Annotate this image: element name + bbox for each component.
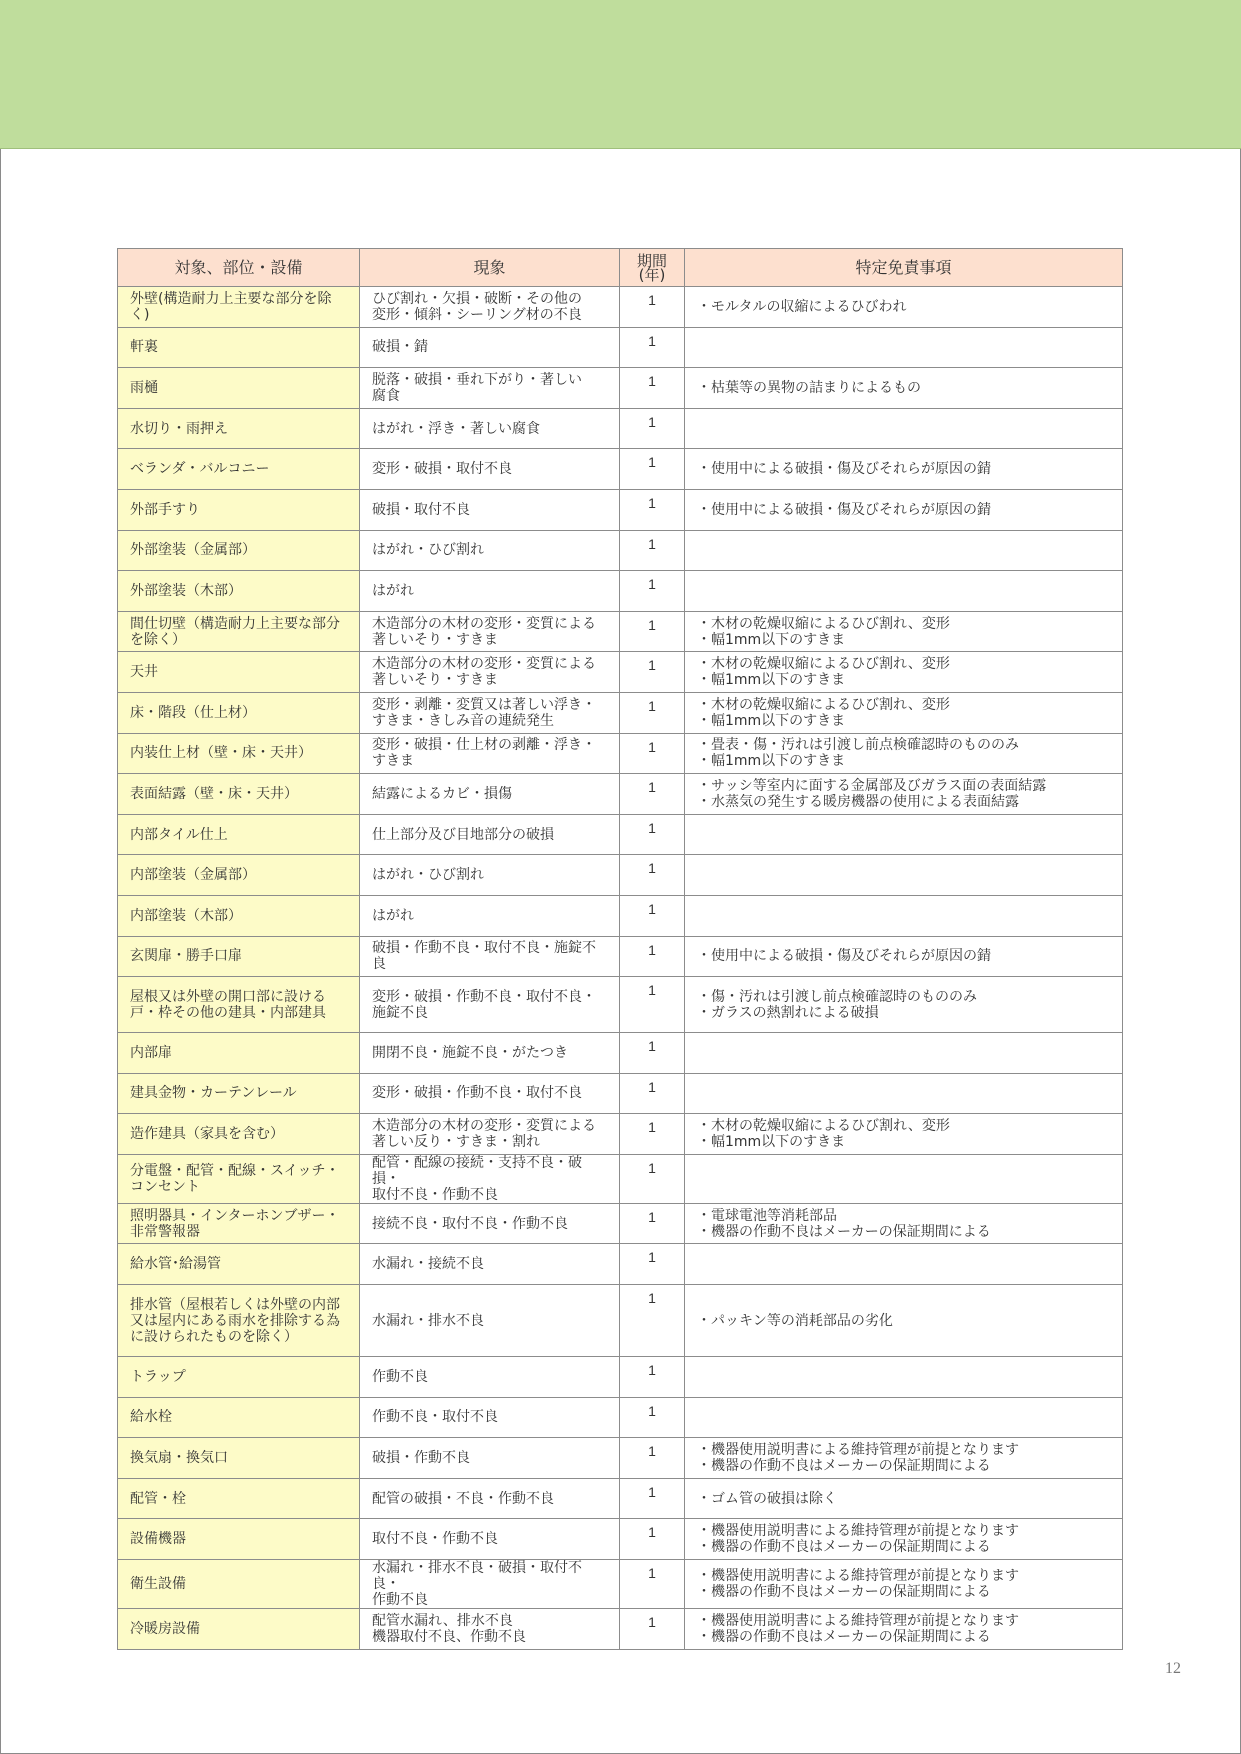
header-exclusions: 特定免責事項 [685, 249, 1123, 287]
cell-exclusions [685, 814, 1123, 855]
cell-phenomenon: 配管水漏れ、排水不良 機器取付不良、作動不良 [360, 1609, 620, 1650]
table-row [118, 1519, 1123, 1560]
table-row [118, 1560, 1123, 1609]
cell-phenomenon: 変形・破損・作動不良・取付不良 [360, 1073, 620, 1114]
cell-period: 1 [620, 692, 685, 733]
cell-period: 1 [620, 1478, 685, 1519]
cell-period: 1 [620, 855, 685, 896]
cell-target: 造作建具（家具を含む） [118, 1114, 360, 1155]
cell-phenomenon: 木造部分の木材の変形・変質による 著しいそり・すきま [360, 611, 620, 652]
cell-period: 1 [620, 449, 685, 490]
table-row [118, 571, 1123, 612]
header-phenomenon: 現象 [360, 249, 620, 287]
cell-phenomenon: 木造部分の木材の変形・変質による 著しい反り・すきま・割れ [360, 1114, 620, 1155]
cell-period: 1 [620, 287, 685, 328]
cell-target: 天井 [118, 652, 360, 693]
cell-phenomenon: 水漏れ・接続不良 [360, 1244, 620, 1285]
cell-exclusions: ・機器使用説明書による維持管理が前提となります ・機器の作動不良はメーカーの保証期間による [685, 1519, 1123, 1560]
cell-target: トラップ [118, 1357, 360, 1398]
cell-period: 1 [620, 1073, 685, 1114]
table-row [118, 1203, 1123, 1244]
table-row [118, 1357, 1123, 1398]
cell-phenomenon: 変形・破損・作動不良・取付不良・ 施錠不良 [360, 977, 620, 1033]
cell-exclusions [685, 571, 1123, 612]
cell-period: 1 [620, 733, 685, 774]
cell-phenomenon: 結露によるカビ・損傷 [360, 774, 620, 815]
cell-exclusions: ・モルタルの収縮によるひびわれ [685, 287, 1123, 328]
cell-target: 換気扇・換気口 [118, 1438, 360, 1479]
table-header-row [118, 249, 1123, 287]
cell-phenomenon: 破損・作動不良・取付不良・施錠不良 [360, 936, 620, 977]
cell-target: 外部手すり [118, 489, 360, 530]
cell-period: 1 [620, 611, 685, 652]
top-color-band [0, 0, 1241, 149]
cell-period: 1 [620, 327, 685, 368]
cell-exclusions: ・枯葉等の異物の詰まりによるもの [685, 368, 1123, 409]
cell-phenomenon: 脱落・破損・垂れ下がり・著しい 腐食 [360, 368, 620, 409]
cell-exclusions [685, 855, 1123, 896]
cell-period: 1 [620, 1560, 685, 1609]
warranty-table [117, 248, 1123, 1650]
cell-target: 分電盤・配管・配線・スイッチ・ コンセント [118, 1154, 360, 1203]
table-row [118, 1244, 1123, 1285]
cell-exclusions: ・使用中による破損・傷及びそれらが原因の錆 [685, 449, 1123, 490]
cell-phenomenon: ひび割れ・欠損・破断・その他の 変形・傾斜・シーリング材の不良 [360, 287, 620, 328]
table-row [118, 774, 1123, 815]
cell-phenomenon: 変形・剥離・変質又は著しい浮き・ すきま・きしみ音の連続発生 [360, 692, 620, 733]
cell-target: 屋根又は外壁の開口部に設ける 戸・枠その他の建具・内部建具 [118, 977, 360, 1033]
cell-period: 1 [620, 977, 685, 1033]
cell-target: ベランダ・バルコニー [118, 449, 360, 490]
cell-exclusions: ・機器使用説明書による維持管理が前提となります ・機器の作動不良はメーカーの保証期間による [685, 1560, 1123, 1609]
cell-phenomenon: 作動不良・取付不良 [360, 1397, 620, 1438]
page-number: 12 [1165, 1660, 1181, 1677]
table-row [118, 489, 1123, 530]
table-row [118, 1397, 1123, 1438]
cell-phenomenon: 水漏れ・排水不良 [360, 1285, 620, 1357]
cell-period: 1 [620, 1154, 685, 1203]
cell-period: 1 [620, 1285, 685, 1357]
cell-exclusions: ・畳表・傷・汚れは引渡し前点検確認時のもののみ ・幅1mm以下のすきま [685, 733, 1123, 774]
cell-period: 1 [620, 408, 685, 449]
cell-exclusions: ・木材の乾燥収縮によるひび割れ、変形 ・幅1mm以下のすきま [685, 1114, 1123, 1155]
cell-period: 1 [620, 1244, 685, 1285]
table-row [118, 1609, 1123, 1650]
table-row [118, 530, 1123, 571]
cell-exclusions: ・機器使用説明書による維持管理が前提となります ・機器の作動不良はメーカーの保証期間による [685, 1609, 1123, 1650]
cell-target: 配管・栓 [118, 1478, 360, 1519]
cell-phenomenon: 仕上部分及び目地部分の破損 [360, 814, 620, 855]
cell-target: 内部扉 [118, 1033, 360, 1074]
cell-target: 建具金物・カーテンレール [118, 1073, 360, 1114]
table-row [118, 733, 1123, 774]
cell-target: 排水管（屋根若しくは外壁の内部 又は屋内にある雨水を排除する為 に設けられたものを除く） [118, 1285, 360, 1357]
cell-exclusions [685, 895, 1123, 936]
header-period: 期間 (年) [620, 249, 685, 287]
cell-period: 1 [620, 1438, 685, 1479]
table-row [118, 449, 1123, 490]
table-row [118, 692, 1123, 733]
cell-target: 冷暖房設備 [118, 1609, 360, 1650]
table-row [118, 895, 1123, 936]
table-row [118, 327, 1123, 368]
cell-exclusions [685, 1397, 1123, 1438]
cell-target: 外部塗装（木部） [118, 571, 360, 612]
cell-exclusions: ・傷・汚れは引渡し前点検確認時のもののみ ・ガラスの熱割れによる破損 [685, 977, 1123, 1033]
cell-target: 内部タイル仕上 [118, 814, 360, 855]
table-row [118, 287, 1123, 328]
cell-phenomenon: 配管の破損・不良・作動不良 [360, 1478, 620, 1519]
cell-exclusions [685, 327, 1123, 368]
cell-exclusions: ・木材の乾燥収縮によるひび割れ、変形 ・幅1mm以下のすきま [685, 652, 1123, 693]
cell-exclusions [685, 530, 1123, 571]
cell-exclusions: ・木材の乾燥収縮によるひび割れ、変形 ・幅1mm以下のすきま [685, 611, 1123, 652]
cell-exclusions [685, 408, 1123, 449]
table-row [118, 1438, 1123, 1479]
cell-exclusions [685, 1073, 1123, 1114]
cell-phenomenon: 接続不良・取付不良・作動不良 [360, 1203, 620, 1244]
cell-target: 間仕切壁（構造耐力上主要な部分 を除く） [118, 611, 360, 652]
cell-exclusions: ・パッキン等の消耗部品の劣化 [685, 1285, 1123, 1357]
cell-period: 1 [620, 1033, 685, 1074]
cell-phenomenon: 破損・取付不良 [360, 489, 620, 530]
cell-phenomenon: 破損・錆 [360, 327, 620, 368]
table-row [118, 814, 1123, 855]
cell-period: 1 [620, 1357, 685, 1398]
cell-target: 内装仕上材（壁・床・天井） [118, 733, 360, 774]
cell-exclusions: ・木材の乾燥収縮によるひび割れ、変形 ・幅1mm以下のすきま [685, 692, 1123, 733]
cell-period: 1 [620, 814, 685, 855]
cell-period: 1 [620, 368, 685, 409]
cell-phenomenon: 木造部分の木材の変形・変質による 著しいそり・すきま [360, 652, 620, 693]
table-row [118, 1073, 1123, 1114]
table-row [118, 408, 1123, 449]
cell-phenomenon: 変形・破損・仕上材の剥離・浮き・ すきま [360, 733, 620, 774]
cell-period: 1 [620, 489, 685, 530]
table-row [118, 1285, 1123, 1357]
table-body [118, 287, 1123, 1650]
header-target: 対象、部位・設備 [118, 249, 360, 287]
cell-period: 1 [620, 895, 685, 936]
table-row [118, 977, 1123, 1033]
cell-target: 床・階段（仕上材） [118, 692, 360, 733]
cell-target: 内部塗装（木部） [118, 895, 360, 936]
cell-exclusions: ・使用中による破損・傷及びそれらが原因の錆 [685, 489, 1123, 530]
table-row [118, 368, 1123, 409]
cell-period: 1 [620, 774, 685, 815]
cell-exclusions: ・ゴム管の破損は除く [685, 1478, 1123, 1519]
cell-period: 1 [620, 530, 685, 571]
cell-target: 設備機器 [118, 1519, 360, 1560]
cell-phenomenon: はがれ・ひび割れ [360, 530, 620, 571]
cell-period: 1 [620, 652, 685, 693]
cell-phenomenon: 破損・作動不良 [360, 1438, 620, 1479]
cell-target: 内部塗装（金属部） [118, 855, 360, 896]
cell-phenomenon: 配管・配線の接続・支持不良・破損・ 取付不良・作動不良 [360, 1154, 620, 1203]
cell-phenomenon: 開閉不良・施錠不良・がたつき [360, 1033, 620, 1074]
cell-target: 雨樋 [118, 368, 360, 409]
cell-phenomenon: 取付不良・作動不良 [360, 1519, 620, 1560]
cell-period: 1 [620, 936, 685, 977]
table-row [118, 1478, 1123, 1519]
cell-period: 1 [620, 571, 685, 612]
cell-exclusions [685, 1154, 1123, 1203]
table-row [118, 1154, 1123, 1203]
cell-phenomenon: はがれ・ひび割れ [360, 855, 620, 896]
cell-target: 外部塗装（金属部） [118, 530, 360, 571]
cell-exclusions [685, 1357, 1123, 1398]
cell-period: 1 [620, 1203, 685, 1244]
cell-target: 水切り・雨押え [118, 408, 360, 449]
cell-exclusions [685, 1033, 1123, 1074]
cell-period: 1 [620, 1114, 685, 1155]
table-row [118, 611, 1123, 652]
table-row [118, 936, 1123, 977]
cell-period: 1 [620, 1397, 685, 1438]
cell-target: 給水管･給湯管 [118, 1244, 360, 1285]
table-row [118, 652, 1123, 693]
table-row [118, 1114, 1123, 1155]
cell-exclusions: ・機器使用説明書による維持管理が前提となります ・機器の作動不良はメーカーの保証期間による [685, 1438, 1123, 1479]
cell-target: 照明器具・インターホンブザー・ 非常警報器 [118, 1203, 360, 1244]
cell-target: 外壁(構造耐力上主要な部分を除く) [118, 287, 360, 328]
cell-target: 衛生設備 [118, 1560, 360, 1609]
cell-target: 表面結露（壁・床・天井） [118, 774, 360, 815]
cell-period: 1 [620, 1519, 685, 1560]
cell-phenomenon: はがれ [360, 895, 620, 936]
cell-phenomenon: 水漏れ・排水不良・破損・取付不良・ 作動不良 [360, 1560, 620, 1609]
cell-phenomenon: はがれ [360, 571, 620, 612]
cell-exclusions [685, 1244, 1123, 1285]
cell-exclusions: ・使用中による破損・傷及びそれらが原因の錆 [685, 936, 1123, 977]
table-row [118, 855, 1123, 896]
cell-exclusions: ・電球電池等消耗部品 ・機器の作動不良はメーカーの保証期間による [685, 1203, 1123, 1244]
cell-phenomenon: 変形・破損・取付不良 [360, 449, 620, 490]
table-row [118, 1033, 1123, 1074]
cell-target: 給水栓 [118, 1397, 360, 1438]
cell-exclusions: ・サッシ等室内に面する金属部及びガラス面の表面結露 ・水蒸気の発生する暖房機器の使用による表面結露 [685, 774, 1123, 815]
cell-period: 1 [620, 1609, 685, 1650]
cell-phenomenon: はがれ・浮き・著しい腐食 [360, 408, 620, 449]
cell-phenomenon: 作動不良 [360, 1357, 620, 1398]
cell-target: 軒裏 [118, 327, 360, 368]
cell-target: 玄関扉・勝手口扉 [118, 936, 360, 977]
